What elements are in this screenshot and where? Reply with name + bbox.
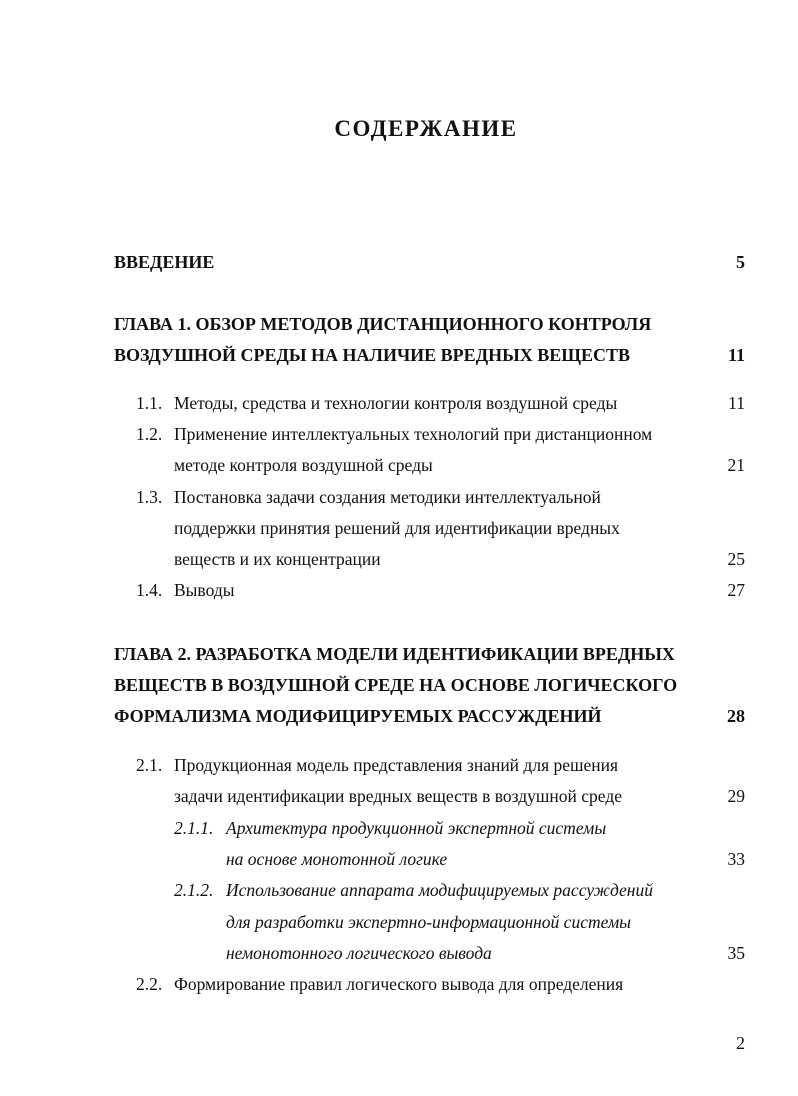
chapter2-title-line3: ФОРМАЛИЗМА МОДИФИЦИРУЕМЫХ РАССУЖДЕНИЙ xyxy=(114,706,602,726)
toc-intro-label: ВВЕДЕНИЕ xyxy=(114,252,215,272)
subsection-2-1-2-title-line2: для разработки экспертно-информационной системы xyxy=(226,912,631,932)
section-1-3-title-line3: веществ и их концентрации xyxy=(174,549,381,569)
subsection-2-1-1-page: 33 xyxy=(727,849,745,869)
subsection-2-1-2-page: 35 xyxy=(727,943,745,963)
subsection-2-1-1-title-line1: Архитектура продукционной экспертной системы xyxy=(226,818,607,838)
section-1-2-title-line1: Применение интеллектуальных технологий при дистанционном xyxy=(174,424,653,444)
section-2-1-title-line1: Продукционная модель представления знаний для решения xyxy=(174,755,619,775)
chapter2-title-line2: ВЕЩЕСТВ В ВОЗДУШНОЙ СРЕДЕ НА ОСНОВЕ ЛОГИЧЕСКОГО xyxy=(114,675,678,695)
section-1-2-title-line2: методе контроля воздушной среды xyxy=(174,455,433,475)
subsection-2-1-1-title-line2: на основе монотонной логике xyxy=(226,849,448,869)
section-1-2-number: 1.2. xyxy=(136,424,163,444)
section-2-2-title: Формирование правил логического вывода для определения xyxy=(174,974,624,994)
section-1-3-number: 1.3. xyxy=(136,487,163,507)
section-1-4-page: 27 xyxy=(727,580,745,600)
subsection-2-1-2-number: 2.1.2. xyxy=(174,880,214,900)
section-1-1-title: Методы, средства и технологии контроля воздушной среды xyxy=(174,393,618,413)
section-2-1-number: 2.1. xyxy=(136,755,163,775)
section-1-3-title-line1: Постановка задачи создания методики интеллектуальной xyxy=(174,487,601,507)
chapter1-page: 11 xyxy=(727,345,745,365)
section-2-1-title-line2: задачи идентификации вредных веществ в воздушной среде xyxy=(174,786,622,806)
subsection-2-1-1-number: 2.1.1. xyxy=(174,818,214,838)
section-2-1-page: 29 xyxy=(727,786,745,806)
subsection-2-1-2-title-line3: немонотонного логического вывода xyxy=(226,943,492,963)
subsection-2-1-2-title-line1: Использование аппарата модифицируемых рассуждений xyxy=(226,880,653,900)
section-1-3-title-line2: поддержки принятия решений для идентификации вредных xyxy=(174,518,620,538)
section-1-4-number: 1.4. xyxy=(136,580,163,600)
chapter1-title-line2: ВОЗДУШНОЙ СРЕДЫ НА НАЛИЧИЕ ВРЕДНЫХ ВЕЩЕСТВ xyxy=(114,345,631,365)
chapter1-title-line1: ГЛАВА 1. ОБЗОР МЕТОДОВ ДИСТАНЦИОННОГО КОНТРОЛЯ xyxy=(114,314,652,334)
chapter2-page: 28 xyxy=(727,706,745,726)
section-1-1-number: 1.1. xyxy=(136,393,163,413)
section-1-1-page: 11 xyxy=(728,393,745,413)
chapter2-title-line1: ГЛАВА 2. РАЗРАБОТКА МОДЕЛИ ИДЕНТИФИКАЦИИ ВРЕДНЫХ xyxy=(114,644,675,664)
section-1-2-page: 21 xyxy=(727,455,745,475)
page-number: 2 xyxy=(736,1033,745,1053)
toc-intro-page: 5 xyxy=(736,252,745,272)
section-1-4-title: Выводы xyxy=(174,580,235,600)
section-1-3-page: 25 xyxy=(727,549,745,569)
section-2-2-number: 2.2. xyxy=(136,974,163,994)
page-title: СОДЕРЖАНИЕ xyxy=(334,116,518,141)
